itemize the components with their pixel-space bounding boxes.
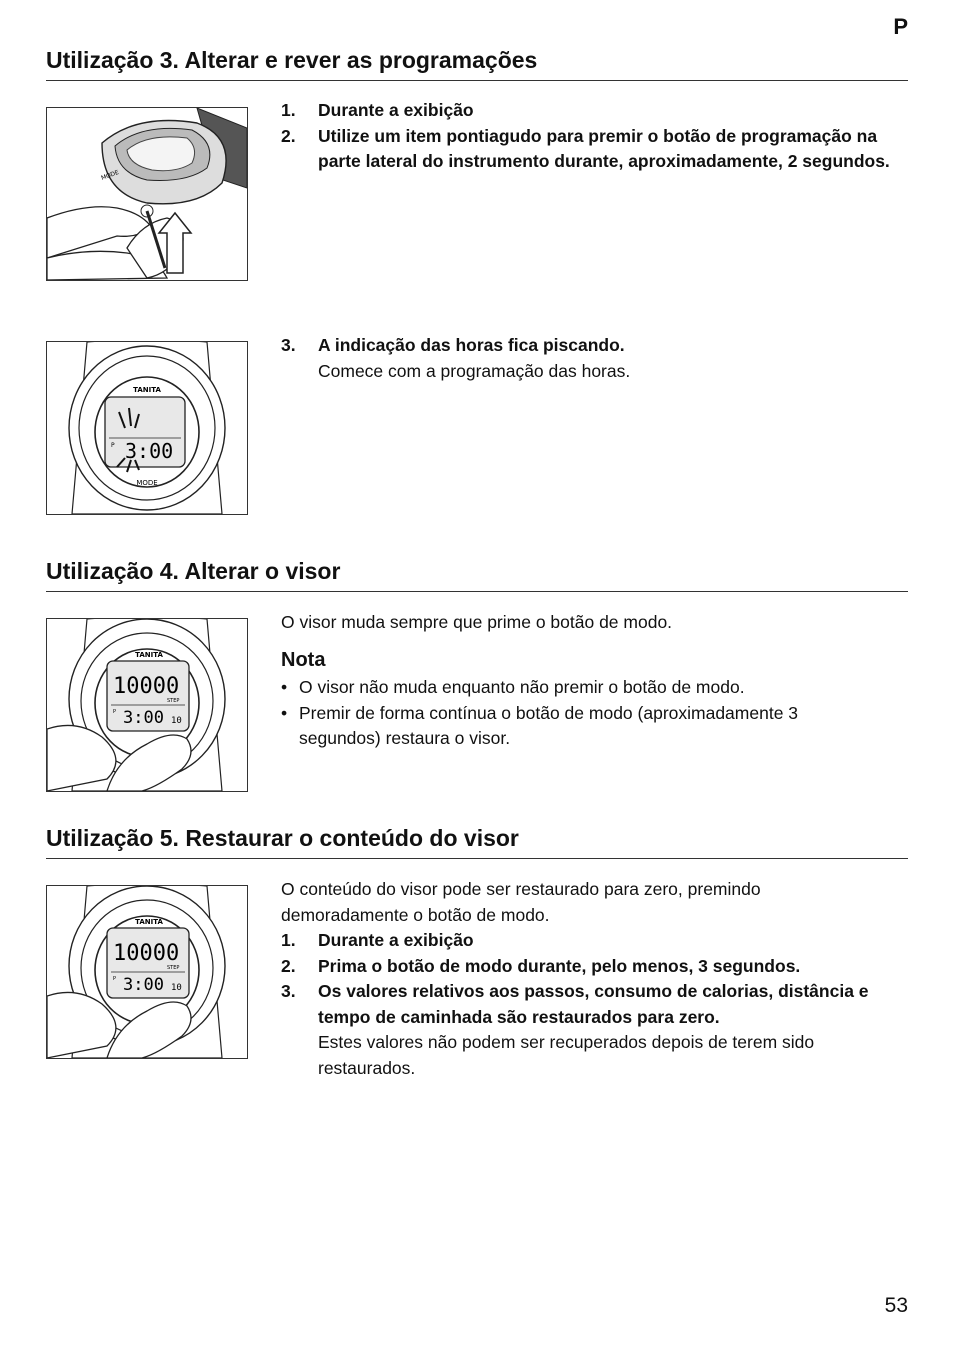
- step-3: [281, 333, 911, 384]
- p-indicator: P: [111, 442, 115, 449]
- mode-label-fig1: MODE: [100, 169, 120, 182]
- step-text: Os valores relativos aos passos, consumo de calorias, distância e tempo de caminhada são restaurados para zero.: [318, 981, 869, 1027]
- step-number: 2.: [281, 125, 296, 146]
- step-subtext: Estes valores não podem ser recuperados depois de terem sido restaurados.: [318, 1032, 815, 1078]
- step-text: Prima o botão de modo durante, pelo menos, 3 segundos.: [318, 955, 801, 976]
- section-3-step-3: [281, 333, 911, 384]
- note-heading: Nota: [281, 648, 326, 671]
- step-label: STEP: [167, 698, 180, 704]
- watch-finger-illustration: [47, 886, 247, 1058]
- step-2: [281, 954, 911, 980]
- page-number: 53: [884, 1294, 908, 1317]
- figure-holding-mode-button: [46, 885, 248, 1059]
- watch-side-illustration: [47, 108, 247, 280]
- step-1: [281, 98, 911, 124]
- watch-front-blinking-illustration: [47, 342, 247, 514]
- section-4-intro: O visor muda sempre que prime o botão de modo.: [281, 612, 673, 632]
- time-display: 3:00: [123, 975, 164, 995]
- mode-label-fig2: MODE: [136, 479, 158, 487]
- section-4-title: Utilização 4. Alterar o visor: [46, 559, 908, 592]
- figure-hours-blinking: [46, 341, 248, 515]
- language-tag: P: [893, 14, 908, 39]
- brand-logo: TANITA: [135, 918, 163, 926]
- section-5-text: [281, 877, 911, 1081]
- figure-pressing-mode-button: [46, 618, 248, 792]
- time-display: 3:00: [125, 439, 174, 463]
- p-indicator: P: [113, 976, 117, 982]
- step-number: 3.: [281, 981, 296, 1001]
- step-text: Durante a exibição: [318, 100, 474, 120]
- step-number: 1.: [281, 100, 296, 120]
- time-display: 3:00: [123, 708, 164, 728]
- small-display: 10: [171, 716, 182, 726]
- p-indicator: P: [113, 709, 117, 715]
- steps-display: 10000: [113, 941, 180, 966]
- figure-pressing-setting-button: [46, 107, 248, 281]
- watch-finger-illustration: [47, 619, 247, 791]
- step-number: 2.: [281, 955, 296, 976]
- steps-display: 10000: [113, 674, 180, 699]
- step-3: [281, 979, 911, 1081]
- note-bullet: • O visor não muda enquanto não premir o botão de modo.: [281, 675, 911, 701]
- brand-logo: TANITA: [133, 386, 161, 394]
- step-number: 1.: [281, 930, 296, 950]
- note-bullet: • Premir de forma contínua o botão de modo (aproximadamente 3 segundos) restaura o visor.: [281, 701, 911, 752]
- section-4-text: [281, 610, 911, 752]
- step-text: Utilize um item pontiagudo para premir o botão de programação na parte lateral do instrumento durante, aproximadamente, 2 segundos.: [318, 125, 890, 171]
- note-bullet-text: Premir de forma contínua o botão de modo (aproximadamente 3 segundos) restaura o visor.: [299, 702, 799, 748]
- step-subtext: Comece com a programação das horas.: [318, 360, 631, 381]
- step-1: [281, 928, 911, 954]
- step-label: STEP: [167, 965, 180, 971]
- section-5-title: Utilização 5. Restaurar o conteúdo do visor: [46, 826, 908, 859]
- section-3-title: Utilização 3. Alterar e rever as programações: [46, 48, 908, 81]
- note-bullet-text: O visor não muda enquanto não premir o botão de modo.: [299, 677, 745, 697]
- section-3-steps-1-2: [281, 98, 911, 175]
- step-2: [281, 124, 911, 175]
- step-text: A indicação das horas fica piscando.: [318, 335, 625, 355]
- small-display: 10: [171, 983, 182, 993]
- step-number: 3.: [281, 335, 296, 355]
- section-5-intro: O conteúdo do visor pode ser restaurado para zero, premindo demoradamente o botão de modo.: [281, 879, 761, 925]
- step-text: Durante a exibição: [318, 930, 474, 950]
- brand-logo: TANITA: [135, 651, 163, 659]
